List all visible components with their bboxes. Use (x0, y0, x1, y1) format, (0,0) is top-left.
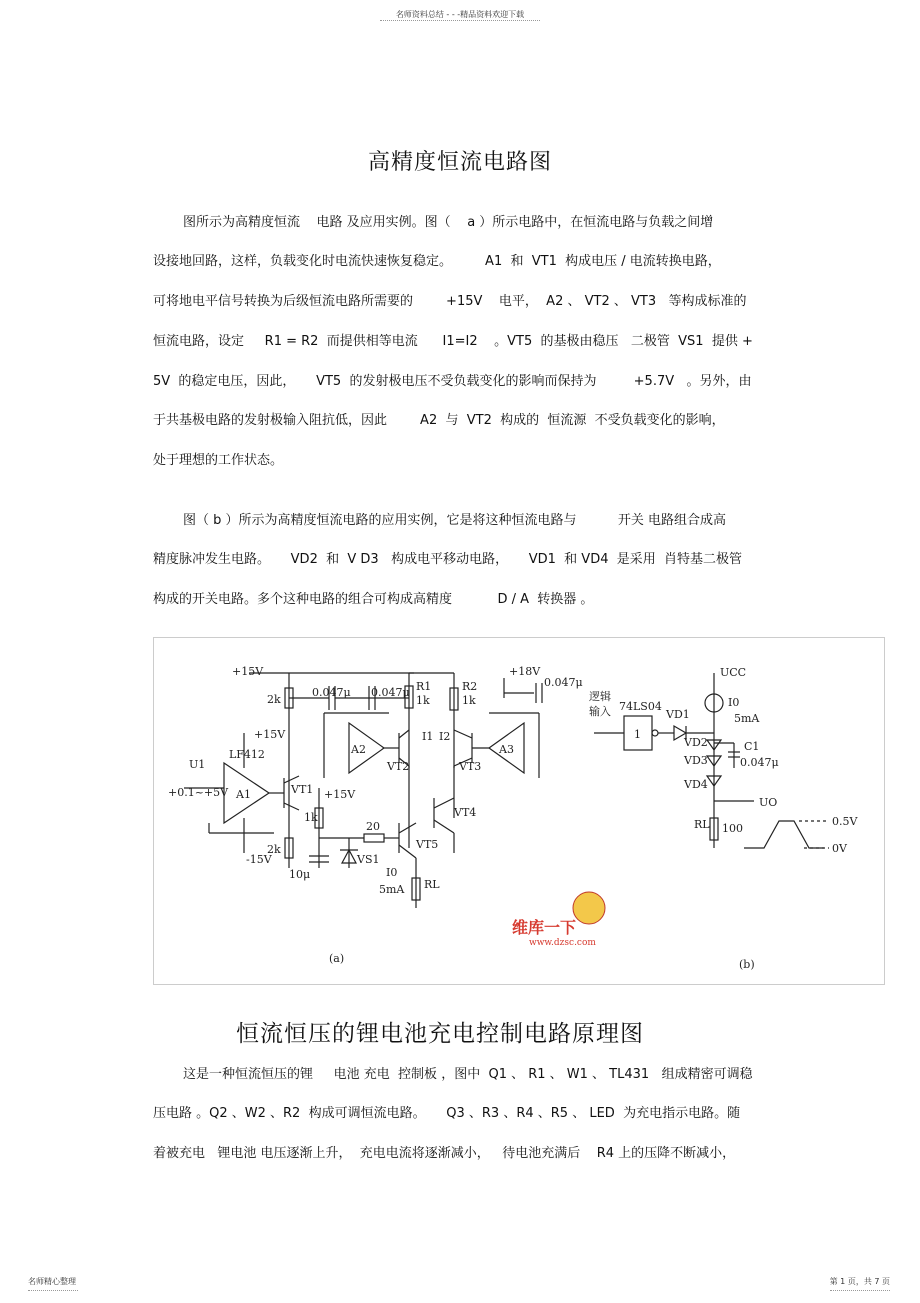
p1-line: 处于理想的工作状态。 (153, 453, 284, 468)
p3-line: 着被充电 锂电池 电压逐渐上升， 充电电流将逐渐减小， 待电池充满后 R4 上的压降不断减小， (153, 1146, 736, 1161)
label-p15b: +15V (254, 728, 286, 741)
label-74ls04: 74LS04 (619, 700, 662, 713)
label-a2: A2 (351, 743, 366, 756)
label-ucc: UCC (720, 666, 747, 679)
label-rl-b: RL (694, 818, 710, 831)
label-a1: A1 (236, 788, 251, 801)
label-vt4: VT4 (454, 806, 477, 819)
footer-left: 名师精心整理 (28, 1277, 76, 1286)
label-vs1: VS1 (357, 853, 380, 866)
header-divider (380, 20, 540, 21)
footer-page-number: 第 1 页，共 7 页 (829, 1277, 890, 1286)
label-c1v: 0.047μ (740, 756, 779, 769)
watermark-text: 维库一下 (512, 918, 577, 937)
footer-divider-left (28, 1290, 78, 1291)
label-vd4: VD4 (684, 778, 708, 791)
p3-line: 这是一种恒流恒压的锂 电池 充电 控制板 ，图中 Q1 、 R1 、 W1 、 TL431 组成精密可调稳 (183, 1067, 753, 1082)
page-header: 名师资料总结 - - -精品资料欢迎下载 (395, 10, 525, 19)
label-c047c: 0.047μ (544, 676, 583, 689)
label-m15: -15V (246, 853, 272, 866)
p2-line: 图（ b ）所示为高精度恒流电路的应用实例，它是将这种恒流电路与 开关 电路组合成高 (183, 513, 726, 528)
p1-line: 5V 的稳定电压，因此， VT5 的发射极电压不受负载变化的影响而保持为 +5.7V 。另外，由 (153, 374, 752, 389)
label-vd3: VD3 (684, 754, 708, 767)
label-vt1: VT1 (291, 783, 314, 796)
label-vt5: VT5 (416, 838, 439, 851)
label-r1k: 1k (304, 811, 318, 824)
label-gate-1: 1 (634, 728, 641, 741)
label-p15c: +15V (324, 788, 356, 801)
label-c047a: 0.047μ (312, 686, 351, 699)
label-uo: UO (759, 796, 778, 809)
caption-a: (a) (329, 952, 345, 965)
caption-b: (b) (739, 958, 755, 971)
label-io-b: I0 (728, 696, 740, 709)
p1-line: 可将地电平信号转换为后级恒流电路所需要的 +15V 电平， A2 、 VT2 、 VT3 等构成标准的 (153, 294, 747, 309)
label-vt2: VT2 (387, 760, 410, 773)
label-io-b-val: 5mA (734, 712, 760, 725)
label-r1: R1 (416, 680, 432, 693)
label-c1: C1 (744, 740, 760, 753)
label-v0: 0V (832, 842, 847, 855)
label-vd2: VD2 (684, 736, 708, 749)
label-i2: I2 (439, 730, 451, 743)
circuit-figure (153, 637, 885, 985)
p1-line: 设接地回路，这样，负载变化时电流快速恢复稳定。 A1 和 VT1 构成电压 / 电流转换电路， (153, 254, 721, 269)
label-io: I0 (386, 866, 398, 879)
footer-divider-right (830, 1290, 890, 1291)
title-constant-current: 高精度恒流电路图 (367, 150, 552, 175)
title-li-battery-charger: 恒流恒压的锂电池充电控制电路原理图 (236, 1021, 644, 1047)
label-r2k-top: 2k (267, 693, 281, 706)
label-r2k-bot: 2k (267, 843, 281, 856)
circuit-diagram (154, 638, 884, 984)
p1-line: 恒流电路，设定 R1 = R2 而提供相等电流 I1=I2 。VT5 的基极由稳压 二极管 VS1 提供 + (153, 334, 753, 349)
label-c047b: 0.047μ (371, 686, 410, 699)
label-r1v: 1k (416, 694, 430, 707)
p3-line: 压电路 。Q2 、W2 、R2 构成可调恒流电路。 Q3 、R3 、R4 、R5 、 LED 为充电指示电路。随 (153, 1106, 741, 1121)
p2-line: 构成的开关电路。多个这种电路的组合可构成高精度 D / A 转换器 。 (153, 592, 594, 607)
p1-line: 图所示为高精度恒流 电路 及应用实例。图（ a ）所示电路中，在恒流电路与负载之间增 (183, 215, 714, 230)
label-input: 输入 (589, 705, 611, 718)
label-i1: I1 (422, 730, 434, 743)
label-rl: RL (424, 878, 440, 891)
label-lf412: LF412 (229, 748, 265, 761)
watermark-url: www.dzsc.com (529, 938, 596, 948)
watermark-logo (512, 892, 605, 948)
label-v05: 0.5V (832, 815, 858, 828)
p1-line: 于共基极电路的发射极输入阻抗低，因此 A2 与 VT2 构成的 恒流源 不受负载变化的影响， (153, 413, 725, 428)
label-io-val: 5mA (379, 883, 405, 896)
label-a3: A3 (499, 743, 514, 756)
label-r2v: 1k (462, 694, 476, 707)
p2-line: 精度脉冲发生电路。 VD2 和 V D3 构成电平移动电路， VD1 和 VD4 是采用 肖特基二极管 (153, 552, 743, 567)
label-rl-bv: 100 (722, 822, 743, 835)
label-vt3: VT3 (459, 760, 482, 773)
label-c10u: 10μ (289, 868, 311, 881)
label-logic: 逻辑 (589, 690, 611, 703)
label-u1range: +0.1~+5V (168, 786, 229, 799)
label-p15: +15V (232, 665, 264, 678)
label-r20: 20 (366, 820, 380, 833)
label-u1: U1 (189, 758, 206, 771)
label-p18: +18V (509, 665, 541, 678)
label-r2: R2 (462, 680, 478, 693)
label-vd1: VD1 (666, 708, 690, 721)
